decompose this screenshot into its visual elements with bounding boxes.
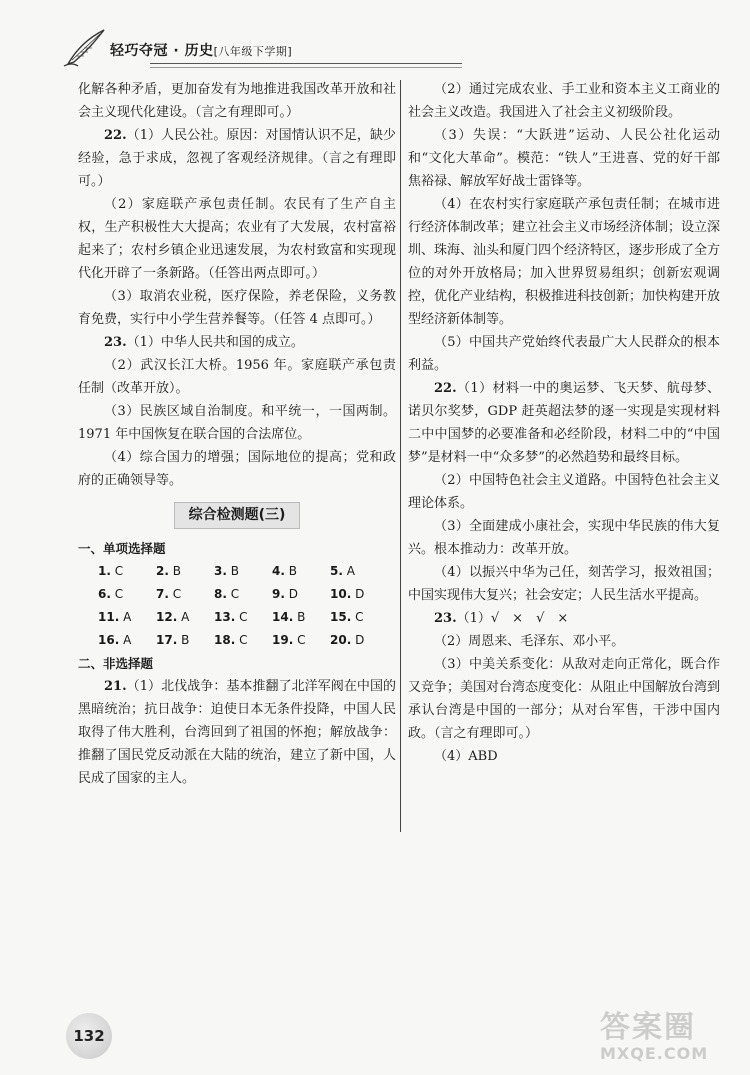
choice-answer [330, 583, 388, 606]
answer-row [78, 629, 396, 652]
question-number: 23. [104, 335, 127, 350]
choice-letter: C [239, 633, 248, 647]
choice-letter: C [114, 564, 124, 578]
choice-letter: C [172, 587, 182, 601]
choice-letter: A [123, 633, 132, 647]
answer-paragraph: （3）全面建成小康社会，实现中华民族的伟大复兴。根本推动力：改革开放。 [408, 519, 720, 557]
choice-number: 1. [98, 564, 111, 578]
answer-paragraph: （5）中国共产党始终代表最广大人民群众的根本利益。 [408, 335, 720, 373]
choice-answer [214, 606, 272, 629]
choice-letter: A [181, 610, 190, 624]
answer-paragraph: （3）中美关系变化：从敌对走向正常化，既合作又竞争；美国对台湾态度变化：从阻止中国解放台湾到承认台湾是中国的一部分；从对台军售，干涉中国内政。（言之有理即可。） [408, 657, 721, 741]
choice-letter: B [181, 633, 190, 647]
choice-number: 5. [330, 564, 343, 578]
choice-letter: C [230, 587, 240, 601]
column-divider [400, 80, 401, 832]
answer-grid [78, 560, 396, 652]
choice-answer [214, 629, 272, 652]
choice-number: 14. [272, 610, 294, 624]
choice-letter: D [288, 587, 298, 601]
choice-letter: D [355, 633, 365, 647]
choice-number: 12. [156, 610, 178, 624]
answer-paragraph: （4）在农村实行家庭联产承包责任制；在城市进行经济体制改革；建立社会主义市场经济体制；设立深圳、珠海、汕头和厦门四个经济特区，逐步形成了全方位的对外开放格局；加入世界贸易组织；创新宏观调控，优化产业结构，积极推进科技创新；加快构建开放型经济新体制等。 [408, 197, 721, 327]
choice-number: 15. [330, 610, 352, 624]
choice-answer [98, 560, 156, 583]
choice-number: 9. [272, 587, 285, 601]
choice-answer [272, 629, 330, 652]
choice-answer [98, 629, 156, 652]
page-header [62, 26, 682, 70]
choice-number: 8. [214, 587, 227, 601]
choice-answer [272, 606, 330, 629]
non-choice-heading: 二、非选择题 [78, 656, 154, 671]
watermark-logo [600, 1012, 740, 1070]
book-title: 轻巧夺冠 · 历史 [110, 43, 214, 59]
question-number: 21. [104, 679, 127, 694]
answer-paragraph [408, 377, 720, 469]
answer-paragraph: （3）失误：“大跃进”运动、人民公社化运动和“文化大革命”。模范：“铁人”王进喜、党的好干部焦裕禄、解放军好战士雷锋等。 [408, 128, 720, 189]
watermark-top: 答案圈 [600, 1010, 696, 1045]
choice-letter: D [355, 587, 365, 601]
choice-number: 11. [98, 610, 120, 624]
choice-number: 19. [272, 633, 294, 647]
header-rule [150, 63, 462, 64]
choice-number: 3. [214, 564, 227, 578]
choice-letter: C [297, 633, 306, 647]
answer-paragraph: （2）中国特色社会主义道路。中国特色社会主义理论体系。 [408, 473, 720, 511]
page-number: 132 [66, 1013, 112, 1059]
question-number: 22. [434, 381, 457, 396]
answer-paragraph: （2）通过完成农业、手工业和资本主义工商业的社会主义改造。我国进入了社会主义初级阶段。 [408, 82, 720, 120]
quill-logo-icon [62, 26, 108, 70]
choice-number: 7. [156, 587, 169, 601]
choice-answer [330, 560, 388, 583]
answer-paragraph [78, 124, 396, 193]
answer-text: （1）√ × √ × [456, 611, 569, 626]
section-title-wrap [78, 502, 396, 529]
choice-answer [214, 583, 272, 606]
answer-row [78, 583, 396, 606]
answer-paragraph: （4）综合国力的增强；国际地位的提高；党和政府的正确领导等。 [78, 450, 396, 488]
choice-answer [272, 583, 330, 606]
choice-letter: B [297, 610, 306, 624]
answer-paragraph [78, 331, 396, 354]
choice-answer [330, 606, 388, 629]
grade-label: [八年级下学期] [213, 45, 293, 58]
choice-letter: A [123, 610, 132, 624]
choice-answer [156, 583, 214, 606]
choice-letter: B [230, 564, 239, 578]
answer-paragraph: （3）取消农业税，医疗保险，养老保险，义务教育免费，实行中小学生营养餐等。（任答 4 点即可。） [78, 289, 396, 327]
right-column [408, 78, 720, 768]
answer-row [78, 560, 396, 583]
answer-paragraph: 化解各种矛盾，更加奋发有为地推进我国改革开放和社会主义现代化建设。（言之有理即可。） [78, 82, 396, 120]
section-title: 综合检测题(三) [174, 502, 301, 529]
choice-number: 4. [272, 564, 285, 578]
question-number: 23. [434, 611, 457, 626]
left-column [78, 78, 396, 790]
answer-text: （1）材料一中的奥运梦、飞天梦、航母梦、诺贝尔奖梦，GDP 赶英超法梦的逐一实现是实现材料二中中国梦的必要准备和必经阶段，材料二中的“中国梦”是材料一中“众多梦”的必然趋势和最终目标。 [408, 381, 720, 465]
answer-paragraph: （3）民族区域自治制度。和平统一，一国两制。1971 年中国恢复在联合国的合法席位。 [78, 404, 396, 442]
choice-answer [272, 560, 330, 583]
answer-paragraph: （4）以振兴中华为己任，刻苦学习，报效祖国；中国实现伟大复兴；社会安定；人民生活水平提高。 [408, 565, 720, 603]
watermark-bottom: MXQE.COM [600, 1044, 709, 1063]
choice-answer [330, 629, 388, 652]
choice-letter: B [288, 564, 297, 578]
answer-paragraph: （2）武汉长江大桥。1956 年。家庭联产承包责任制（改革开放）。 [78, 358, 396, 396]
choice-answer [156, 606, 214, 629]
choice-letter: A [346, 564, 355, 578]
single-choice-heading: 一、单项选择题 [78, 541, 166, 556]
choice-letter: B [172, 564, 181, 578]
choice-number: 10. [330, 587, 352, 601]
choice-number: 16. [98, 633, 120, 647]
answer-paragraph: （4）ABD [434, 749, 498, 764]
choice-number: 6. [98, 587, 111, 601]
answer-text: （1）中华人民共和国的成立。 [126, 335, 304, 350]
answer-text: （1）北伐战争：基本推翻了北洋军阀在中国的黑暗统治；抗日战争：迫使日本无条件投降，中国人民取得了伟大胜利，台湾回到了祖国的怀抱；解放战争：推翻了国民党反动派在大陆的统治，建立了新中国，人民成了国家的主人。 [78, 679, 396, 786]
choice-answer [98, 606, 156, 629]
choice-letter: C [355, 610, 364, 624]
choice-number: 18. [214, 633, 236, 647]
choice-answer [156, 560, 214, 583]
choice-letter: C [114, 587, 124, 601]
choice-number: 2. [156, 564, 169, 578]
answer-paragraph: （2）周恩来、毛泽东、邓小平。 [434, 634, 625, 649]
answer-text: （1）人民公社。原因：对国情认识不足，缺少经验，急于求成，忽视了客观经济规律。（言之有理即可。） [78, 128, 396, 189]
choice-number: 13. [214, 610, 236, 624]
answer-row [78, 606, 396, 629]
header-title [110, 40, 292, 60]
choice-answer [214, 560, 272, 583]
choice-number: 20. [330, 633, 352, 647]
question-number: 22. [104, 128, 127, 143]
choice-number: 17. [156, 633, 178, 647]
choice-answer [156, 629, 214, 652]
answer-paragraph [408, 607, 720, 630]
answer-paragraph [78, 675, 396, 790]
choice-letter: C [239, 610, 248, 624]
answer-paragraph: （2）家庭联产承包责任制。农民有了生产自主权，生产积极性大大提高；农业有了大发展，农村富裕起来了；农村乡镇企业迅速发展，为农村致富和实现现代化开辟了一条新路。（任答出两点即可。） [78, 197, 396, 281]
header-rule-thin [150, 67, 462, 68]
choice-answer [98, 583, 156, 606]
